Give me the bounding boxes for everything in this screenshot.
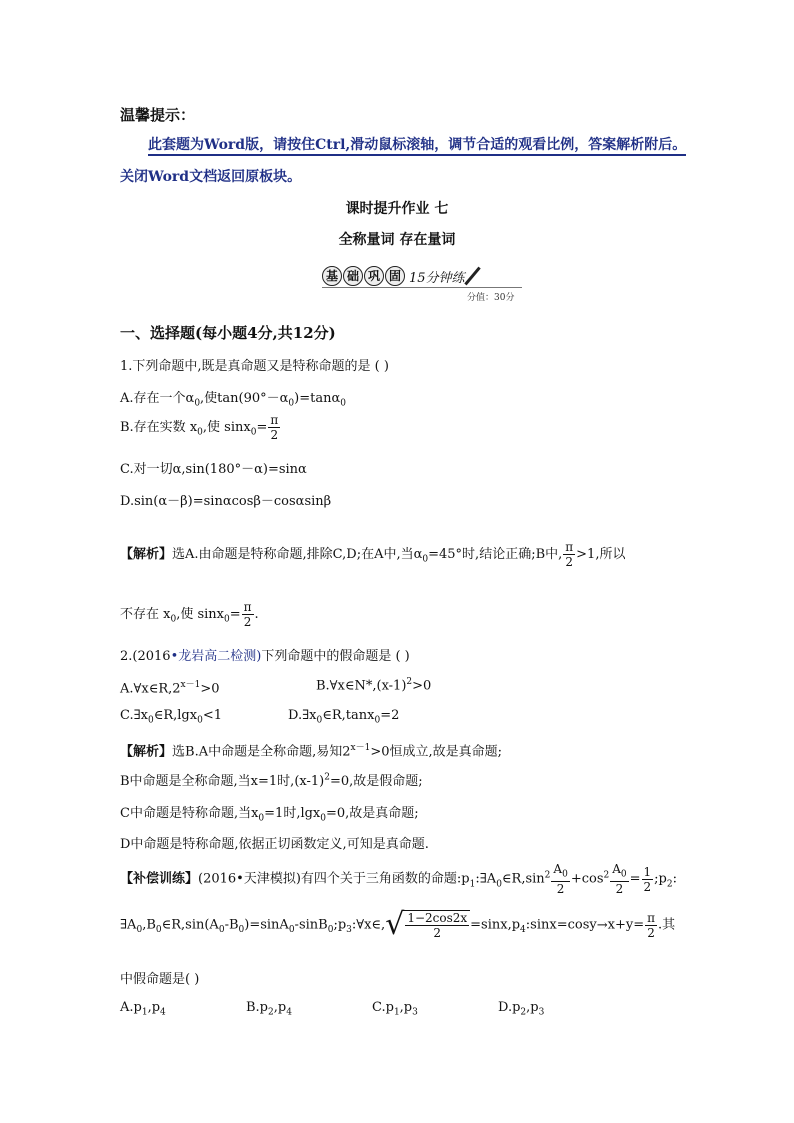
- tip-title: 温馨提示：: [120, 106, 196, 124]
- frac-den: 2: [565, 555, 574, 569]
- bc-l2-h: =sinx,p: [470, 917, 521, 933]
- q2-stem-pre: 2.(2016: [120, 649, 171, 664]
- bc-c-1: C.p: [372, 1000, 394, 1015]
- q2-b-end: >0: [412, 678, 432, 694]
- q1-option-d: D.sin(α－β)=sinαcosβ－cosαsinβ: [120, 494, 332, 509]
- q1-analysis: [120, 540, 625, 569]
- frac-den: 2: [243, 615, 252, 629]
- bc-sqrt-frac: [405, 911, 469, 940]
- q1-ana2-sub-1: 0: [170, 614, 177, 625]
- q2-analysis-3: [120, 802, 419, 824]
- q2-d-sub-2: 0: [374, 715, 381, 726]
- frac-den: 2: [433, 926, 442, 940]
- bc-a-1: A.p: [120, 1000, 142, 1015]
- bc-b-2: ,p: [273, 1000, 287, 1015]
- bc-sub: 0: [136, 925, 143, 936]
- bc-sub: 0: [496, 879, 502, 890]
- q2-b-text: B.∀x∈N*,(x-1): [316, 678, 407, 694]
- bc-sub: 0: [238, 925, 245, 936]
- frac-num: π: [243, 600, 252, 614]
- banner-char-1: 基: [322, 266, 342, 286]
- bc-b-1: B.p: [246, 1000, 269, 1015]
- q2-ana2-sup: 2: [324, 772, 330, 783]
- bc-d-1: D.p: [498, 1000, 521, 1015]
- bc-c-2: ,p: [399, 1000, 413, 1015]
- section-banner: [322, 266, 474, 286]
- frac-num: 1−2cos2x: [407, 911, 468, 925]
- analysis-label: 【解析】: [120, 547, 173, 562]
- score-label: 分值：30分: [467, 293, 515, 303]
- sqrt-body: [404, 910, 470, 940]
- q1-stem: 1.下列命题中,既是真命题又是特称命题的是 ( ): [120, 359, 389, 374]
- q1-b-sub-1: 0: [197, 427, 203, 438]
- q2-ana3-sub-1: 0: [258, 813, 265, 824]
- banner-time: 15分钟练: [409, 270, 465, 286]
- q2-ana2-post: =0,故是假命题;: [329, 774, 423, 789]
- frac-den: 2: [556, 882, 565, 897]
- bc-sub: 2: [268, 1007, 274, 1018]
- q1-analysis-2: [120, 600, 259, 629]
- q2-stem-source: •龙岩高二检测): [170, 649, 262, 664]
- frac-sub: 0: [562, 869, 568, 880]
- bc-source: (2016•天津模拟): [198, 871, 301, 887]
- bc-frac-3: [642, 865, 654, 894]
- q1-ana2-text-2: ,使 sinx: [176, 607, 225, 622]
- frac-den: 2: [615, 882, 624, 897]
- tip-line-1: [148, 134, 686, 154]
- q1-ana-text-3: >1,所以: [576, 547, 626, 562]
- q1-a-text-3: )=tanα: [294, 391, 341, 406]
- bc-sub: 4: [160, 1007, 166, 1018]
- banner-char-2: 础: [343, 266, 363, 286]
- q2-option-b: [316, 677, 431, 693]
- q2-d-text-1: D.∃x: [288, 708, 317, 723]
- q2-option-a: [120, 677, 220, 696]
- q2-a-text: A.∀x∈R,2: [120, 681, 181, 697]
- q1-a-sub-3: 0: [340, 398, 346, 409]
- bc-sub: 0: [155, 925, 162, 936]
- bc-l1-a: :∃A: [475, 871, 497, 887]
- bc-l2-b: ∈R,sin(A: [161, 917, 219, 933]
- q1-ana-sub: 0: [422, 554, 429, 565]
- q2-d-end: =2: [380, 708, 400, 723]
- frac-A: A: [553, 862, 563, 876]
- q2-d-text-2: ∈R,tanx: [322, 708, 375, 723]
- q2-c-text-1: C.∃x: [120, 708, 148, 723]
- q1-ana-fraction: [563, 540, 575, 569]
- analysis-label: 【解析】: [120, 744, 173, 760]
- q2-ana1-sup: x－1: [350, 743, 371, 753]
- banner-divider: [322, 287, 522, 288]
- q1-b-sub-2: 0: [250, 427, 257, 438]
- frac-den: 2: [270, 428, 279, 442]
- frac-den: 2: [647, 925, 655, 940]
- page-title: 课时提升作业 七: [345, 201, 449, 217]
- bc-frac-1: [551, 862, 569, 896]
- q2-analysis-2: [120, 770, 423, 789]
- bc-l2-i: :sinx=cosy: [525, 917, 597, 933]
- q1-option-a: [120, 387, 346, 409]
- q2-ana1-post: >0恒成立,故是真命题;: [370, 744, 502, 760]
- bc-label: 【补偿训练】: [120, 871, 199, 887]
- q2-ana2-text: B中命题是全称命题,当x=1时,(x-1): [120, 774, 325, 789]
- bc-sub: 1: [393, 1007, 400, 1018]
- q1-ana2-text-1: 不存在 x: [120, 607, 171, 622]
- bc-line-3: 中假命题是( ): [120, 972, 200, 987]
- q1-ana2-fraction: [242, 600, 254, 629]
- q2-c-sub-1: 0: [148, 715, 154, 726]
- q1-a-sub-2: 0: [288, 398, 295, 409]
- q2-analysis-4: D中命题是特称命题,依据正切函数定义,可知是真命题.: [120, 837, 429, 852]
- bc-l1-p2: ;p: [654, 871, 667, 887]
- q1-b-fraction: [268, 413, 280, 442]
- q2-stem-post: 下列命题中的假命题是 ( ): [261, 649, 410, 664]
- bc-frac-pi: [645, 911, 657, 940]
- bc-option-a: [120, 1000, 166, 1018]
- page-subtitle: 全称量词 存在量词: [338, 232, 456, 248]
- bc-sub: 1: [141, 1007, 148, 1018]
- bc-l2-d: )=sinA: [244, 917, 289, 933]
- q1-option-b: [120, 413, 281, 442]
- q1-a-sub-1: 0: [194, 398, 201, 409]
- bc-l1-b: ∈R,sin: [501, 871, 545, 887]
- frac-sub: 0: [620, 869, 627, 880]
- bc-frac-2: [610, 862, 628, 896]
- bc-l2-f: ;p: [333, 917, 347, 933]
- q2-c-sub-2: 0: [197, 715, 203, 726]
- sqrt-icon: √: [385, 907, 405, 942]
- q2-option-d: [288, 708, 399, 726]
- bc-l2-c: -B: [224, 917, 239, 933]
- tip-text-1: 此套题为Word版，请按住Ctrl,滑动鼠标滚轴，调节合适的观看比例，答案解析附后。: [148, 137, 686, 156]
- q2-ana3-mid: =1时,lgx: [264, 806, 321, 821]
- bc-l2-j: x+y=: [607, 917, 645, 933]
- frac-num: 1: [643, 864, 652, 879]
- q2-b-sup: 2: [406, 677, 413, 687]
- q2-option-c: [120, 708, 222, 726]
- bc-l1-cos: +cos: [570, 871, 604, 887]
- q1-b-text-1: B.存在实数 x: [120, 420, 198, 435]
- q1-ana2-eq: =: [229, 607, 241, 622]
- banner-slash: [464, 267, 480, 286]
- q1-a-text-1: A.存在一个α: [120, 391, 195, 406]
- q1-ana2-sub-2: 0: [224, 614, 230, 625]
- bc-sup: 2: [603, 870, 610, 881]
- bc-sup: 2: [544, 870, 551, 881]
- bc-l2-e: -sinB: [294, 917, 328, 933]
- bc-l2-a: ,B: [142, 917, 156, 933]
- bc-a-2: ,p: [147, 1000, 161, 1015]
- frac-num: π: [565, 540, 574, 554]
- bc-option-d: [498, 1000, 544, 1018]
- bc-sub: 0: [327, 925, 334, 936]
- q1-a-text-2: ,使tan(90°－α: [200, 391, 289, 406]
- bc-option-c: [372, 1000, 418, 1018]
- q1-option-c: C.对一切α,sin(180°－α)=sinα: [120, 462, 307, 477]
- section-heading: 一、选择题(每小题4分,共12分): [120, 324, 336, 342]
- bc-sub: 3: [412, 1007, 418, 1018]
- q1-ana2-end: .: [254, 607, 259, 622]
- bc-line-1: [120, 862, 677, 896]
- bc-sub: 2: [520, 1007, 527, 1018]
- q2-ana3-text: C中命题是特称命题,当x: [120, 806, 259, 821]
- bc-l1-eq: =: [629, 871, 641, 887]
- bc-sqrt: [385, 907, 470, 942]
- q1-b-text-2: ,使 sinx: [202, 420, 251, 435]
- q2-stem: [120, 645, 410, 664]
- bc-l2-g: :∀x∈,: [351, 917, 386, 933]
- frac-A: A: [612, 862, 621, 876]
- q1-ana-text-2: =45°时,结论正确;B中,: [428, 547, 563, 562]
- q1-b-eq: =: [256, 420, 268, 435]
- q2-ana3-post: =0,故是真命题;: [326, 806, 419, 821]
- bc-sub: 4: [286, 1007, 292, 1018]
- bc-sub: 3: [346, 925, 352, 936]
- q2-analysis-1: [120, 740, 502, 759]
- banner-char-3: 巩: [364, 266, 384, 286]
- q2-c-text-2: ∈R,lgx: [153, 708, 198, 723]
- frac-num: π: [647, 910, 655, 925]
- bc-d-2: ,p: [526, 1000, 539, 1015]
- frac-den: 2: [643, 879, 652, 894]
- frac-num: π: [270, 413, 279, 427]
- bc-l2-k: .其: [657, 917, 676, 933]
- bc-sub: 0: [218, 925, 225, 936]
- q1-ana-text-1: 选A.由命题是特称命题,排除C,D;在A中,当α: [172, 547, 423, 562]
- q2-ana1-text: 选B.A中命题是全称命题,易知2: [172, 744, 351, 760]
- bc-l1-text: 有四个关于三角函数的命题:p: [300, 871, 470, 887]
- frac-num: [610, 862, 628, 882]
- bc-sub: 0: [288, 925, 295, 936]
- q2-ana3-sub-2: 0: [320, 813, 326, 824]
- banner-char-4: 固: [385, 266, 405, 286]
- bc-sub: 4: [520, 925, 526, 936]
- q2-a-end: >0: [200, 681, 220, 697]
- bc-line-2: [120, 907, 676, 942]
- frac-num: [551, 862, 569, 882]
- bc-sub: 2: [666, 879, 673, 890]
- bc-sub: 3: [538, 1007, 545, 1018]
- bc-option-b: [246, 1000, 292, 1018]
- arrow-icon: →: [596, 917, 608, 933]
- q2-d-sub-1: 0: [316, 715, 323, 726]
- tip-line-2: 关闭Word文档返回原板块。: [120, 169, 302, 185]
- bc-l2-text: ∃A: [120, 917, 137, 933]
- bc-sub: 1: [469, 879, 476, 890]
- q2-a-sup: x－1: [180, 680, 201, 690]
- q2-c-end: <1: [202, 708, 222, 723]
- bc-l1-colon: :: [672, 871, 677, 887]
